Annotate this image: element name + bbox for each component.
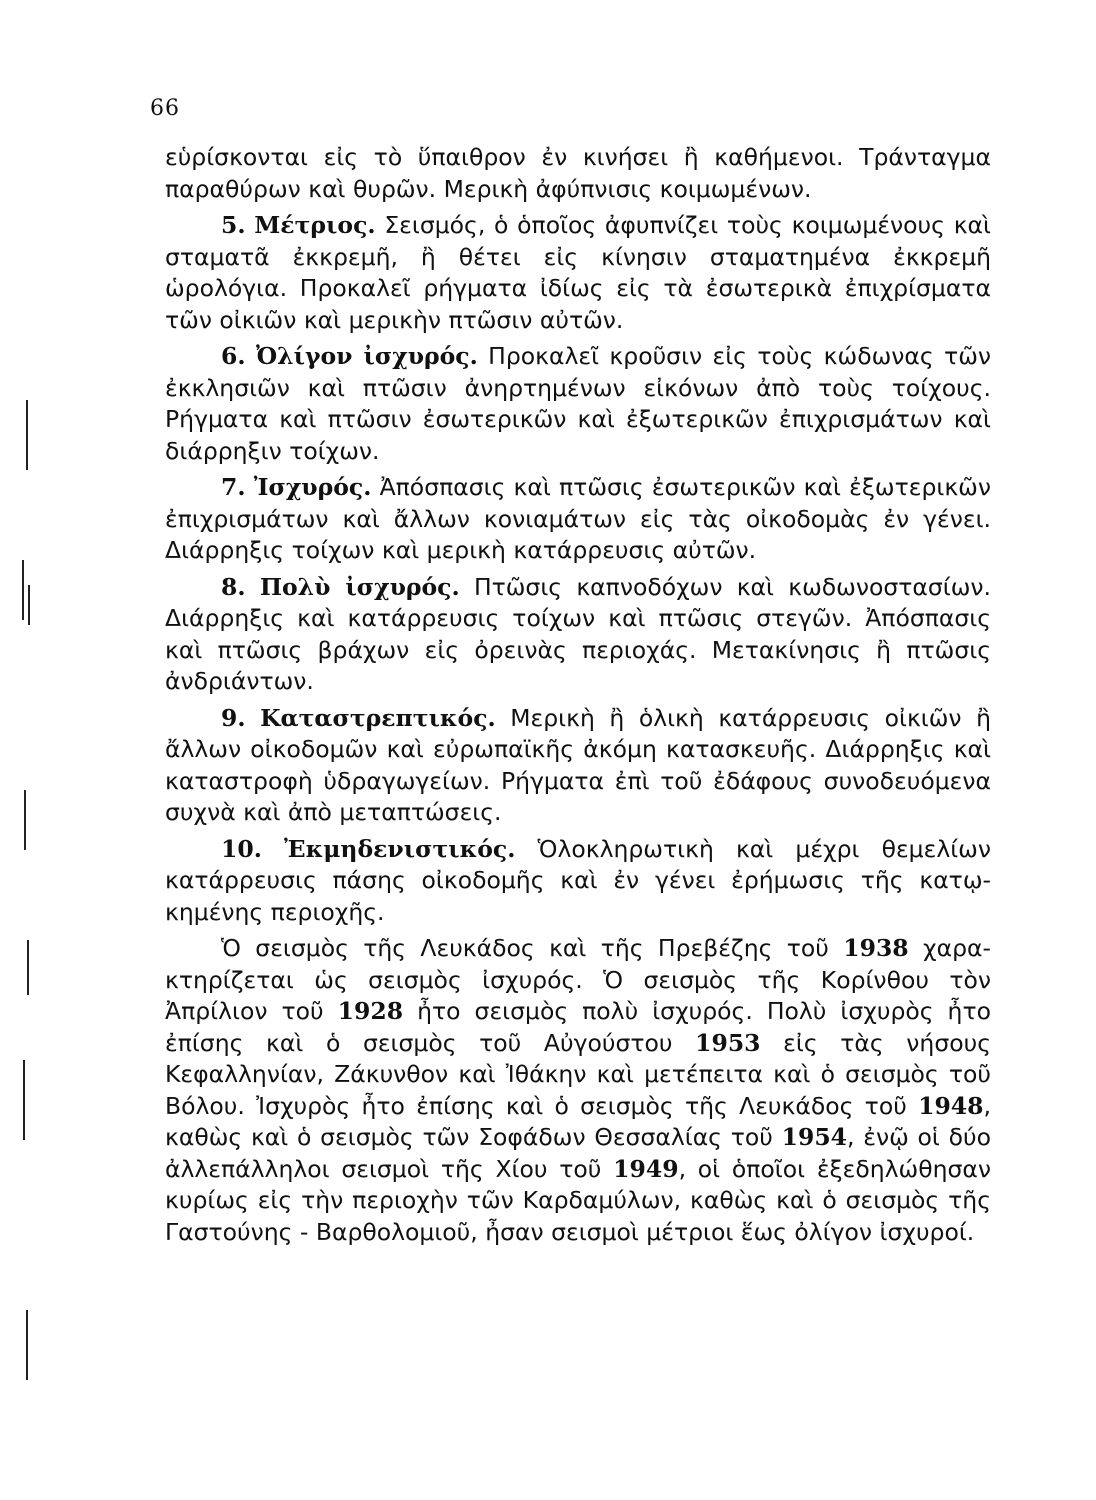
closing-text: ἦτο σεισμὸς πολὺ ἰσχυρός. Πολὺ ἰσχυρὸς ἦτο ἐπίσης καὶ ὁ σεισμὸς τοῦ Αὐγούστου — [165, 997, 991, 1057]
item-text: Ἀπόσπασις καὶ πτῶσις ἐσωτερικῶν καὶ ἐξωτερικῶν ἐπιχρισμάτων καὶ ἄλλων κονιαμάτων εἰς τὰς οἰκοδομὰς ἐν γένει. Διάρρηξις τοίχων καὶ μερικὴ κατάρρευσις αὐτῶν. — [165, 473, 991, 564]
item-heading: Καταστρεπτικός. — [260, 703, 496, 732]
item-heading: Μέτριος. — [254, 211, 376, 239]
item-number: 7. — [221, 473, 246, 501]
closing-text: χαρακτηρίζεται ὡς σεισμὸς ἰσχυρός. Ὁ σεισμὸς τῆς Κορίνθου τὸν Ἀπρίλιον τοῦ — [165, 934, 991, 1025]
item-text: Προκαλεῖ κροῦσιν εἰς τοὺς κώδωνας τῶν ἐκκλησιῶν καὶ πτῶσιν ἀνηρτημένων εἰκόνων ἀπὸ τοὺς τοίχους. Ρήγματα καὶ πτῶσιν ἐσωτερικῶν καὶ ἐξωτερικῶν ἐπιχρισμάτων καὶ διάρρηξιν τοίχων. — [165, 342, 991, 465]
item-text: Μερικὴ ἢ ὁλικὴ κατάρρευσις οἰκιῶν ἢ ἄλλων οἰκοδομῶν καὶ εὐρωπαϊκῆς ἀκόμη κατασκευῆς. Διάρρηξις καὶ καταστροφὴ ὑδραγωγείων. Ρήγματα ἐπὶ τοῦ ἐδάφους συνοδευόμενα συχνὰ καὶ ἀπὸ μεταπτώσεις. — [165, 703, 991, 826]
item-heading: Ὀλίγον ἰσχυρός. — [255, 342, 478, 370]
scale-item-9 — [165, 703, 991, 829]
item-text: Σεισμός, ὁ ὁποῖος ἀφυπνίζει τοὺς κοιμωμένους καὶ σταματᾶ ἐκκρεμῆ, ἢ θέτει εἰς κίνησιν σταματημένα ἐκκρεμῆ ὡρολόγια. Προκαλεῖ ρήγματα ἰδίως εἰς τὰ ἐσωτερικὰ ἐπιχρίσματα τῶν οἰκιῶν καὶ μερικὴν πτῶσιν αὐτῶν. — [165, 211, 991, 334]
item-number: 10. — [221, 834, 262, 863]
year-1938: 1938 — [843, 934, 909, 962]
scale-item-5 — [165, 210, 991, 336]
scale-item-7 — [165, 472, 991, 567]
paragraph-text: εὑρίσκονται εἰς τὸ ὕπαιθρον ἐν κινήσει ἢ καθήμενοι. Τράνταγμα παραθύρων καὶ θυρῶν. Μερικὴ ἀφύπνισις κοιμωμένων. — [165, 143, 991, 203]
year-1954: 1954 — [781, 1123, 848, 1151]
item-text: Πτῶσις καπνοδόχων καὶ κωδωνοστασίων. Διάρρηξις καὶ κατάρρευσις τοίχων καὶ πτῶσις στεγῶν. Ἀπόσπασις καὶ πτῶσις βράχων εἰς ὀρεινὰς περιοχάς. Μετακίνησις ἢ πτῶσις ἀνδριάντων. — [165, 572, 991, 695]
item-number: 6. — [221, 342, 246, 370]
item-number: 9. — [221, 703, 246, 732]
closing-text: , οἱ ὁποῖοι ἐξεδηλώθησαν κυρίως εἰς τὴν περιοχὴν τῶν Καρδαμύλων, καθὼς καὶ ὁ σεισμὸς τῆς Γαστούνης - Βαρθολομιοῦ, ἦσαν σεισμοὶ μέτριοι ἕως ὀλίγον ἰσχυροί. — [165, 1154, 992, 1246]
scale-item-10 — [165, 834, 991, 929]
paragraph-continuation — [165, 142, 991, 205]
year-1949: 1949 — [613, 1154, 679, 1183]
year-1948: 1948 — [918, 1091, 984, 1120]
item-heading: Ἐκμηδενιστικός. — [284, 834, 516, 863]
year-1953: 1953 — [695, 1028, 761, 1057]
scale-item-8 — [165, 572, 991, 698]
body-text — [165, 142, 991, 1253]
item-heading: Πολὺ ἰσχυρός. — [259, 572, 460, 601]
closing-paragraph — [165, 933, 991, 1248]
closing-text: , ἐνῷ οἱ δύο ἀλλεπάλληλοι σεισμοὶ τῆς Χίου τοῦ — [165, 1123, 991, 1183]
closing-text: Ὁ σεισμὸς τῆς Λευκάδος καὶ τῆς Πρεβέζης τοῦ — [221, 934, 844, 962]
item-number: 8. — [221, 572, 246, 601]
page-number: 66 — [150, 96, 180, 121]
item-text: Ὁλοκληρωτικὴ καὶ μέχρι θεμελίων κατάρρευσις πάσης οἰκοδομῆς καὶ ἐν γένει ἐρήμωσις τῆς κατῳκημένης περιοχῆς. — [165, 834, 991, 926]
year-1928: 1928 — [337, 997, 404, 1025]
item-number: 5. — [221, 211, 246, 239]
closing-text: εἰς τὰς νήσους Κεφαλληνίαν, Ζάκυνθον καὶ Ἰθάκην καὶ μετέπειτα καὶ ὁ σεισμὸς τοῦ Βόλου. Ἰσχυρὸς ἦτο ἐπίσης καὶ ὁ σεισμὸς τῆς Λευκάδος τοῦ — [165, 1028, 991, 1120]
item-heading: Ἰσχυρός. — [253, 473, 372, 501]
scale-item-6 — [165, 341, 991, 467]
binding-scan-artifacts — [18, 0, 48, 1500]
closing-text: , καθὼς καὶ ὁ σεισμὸς τῶν Σοφάδων Θεσσαλίας τοῦ — [165, 1091, 991, 1151]
